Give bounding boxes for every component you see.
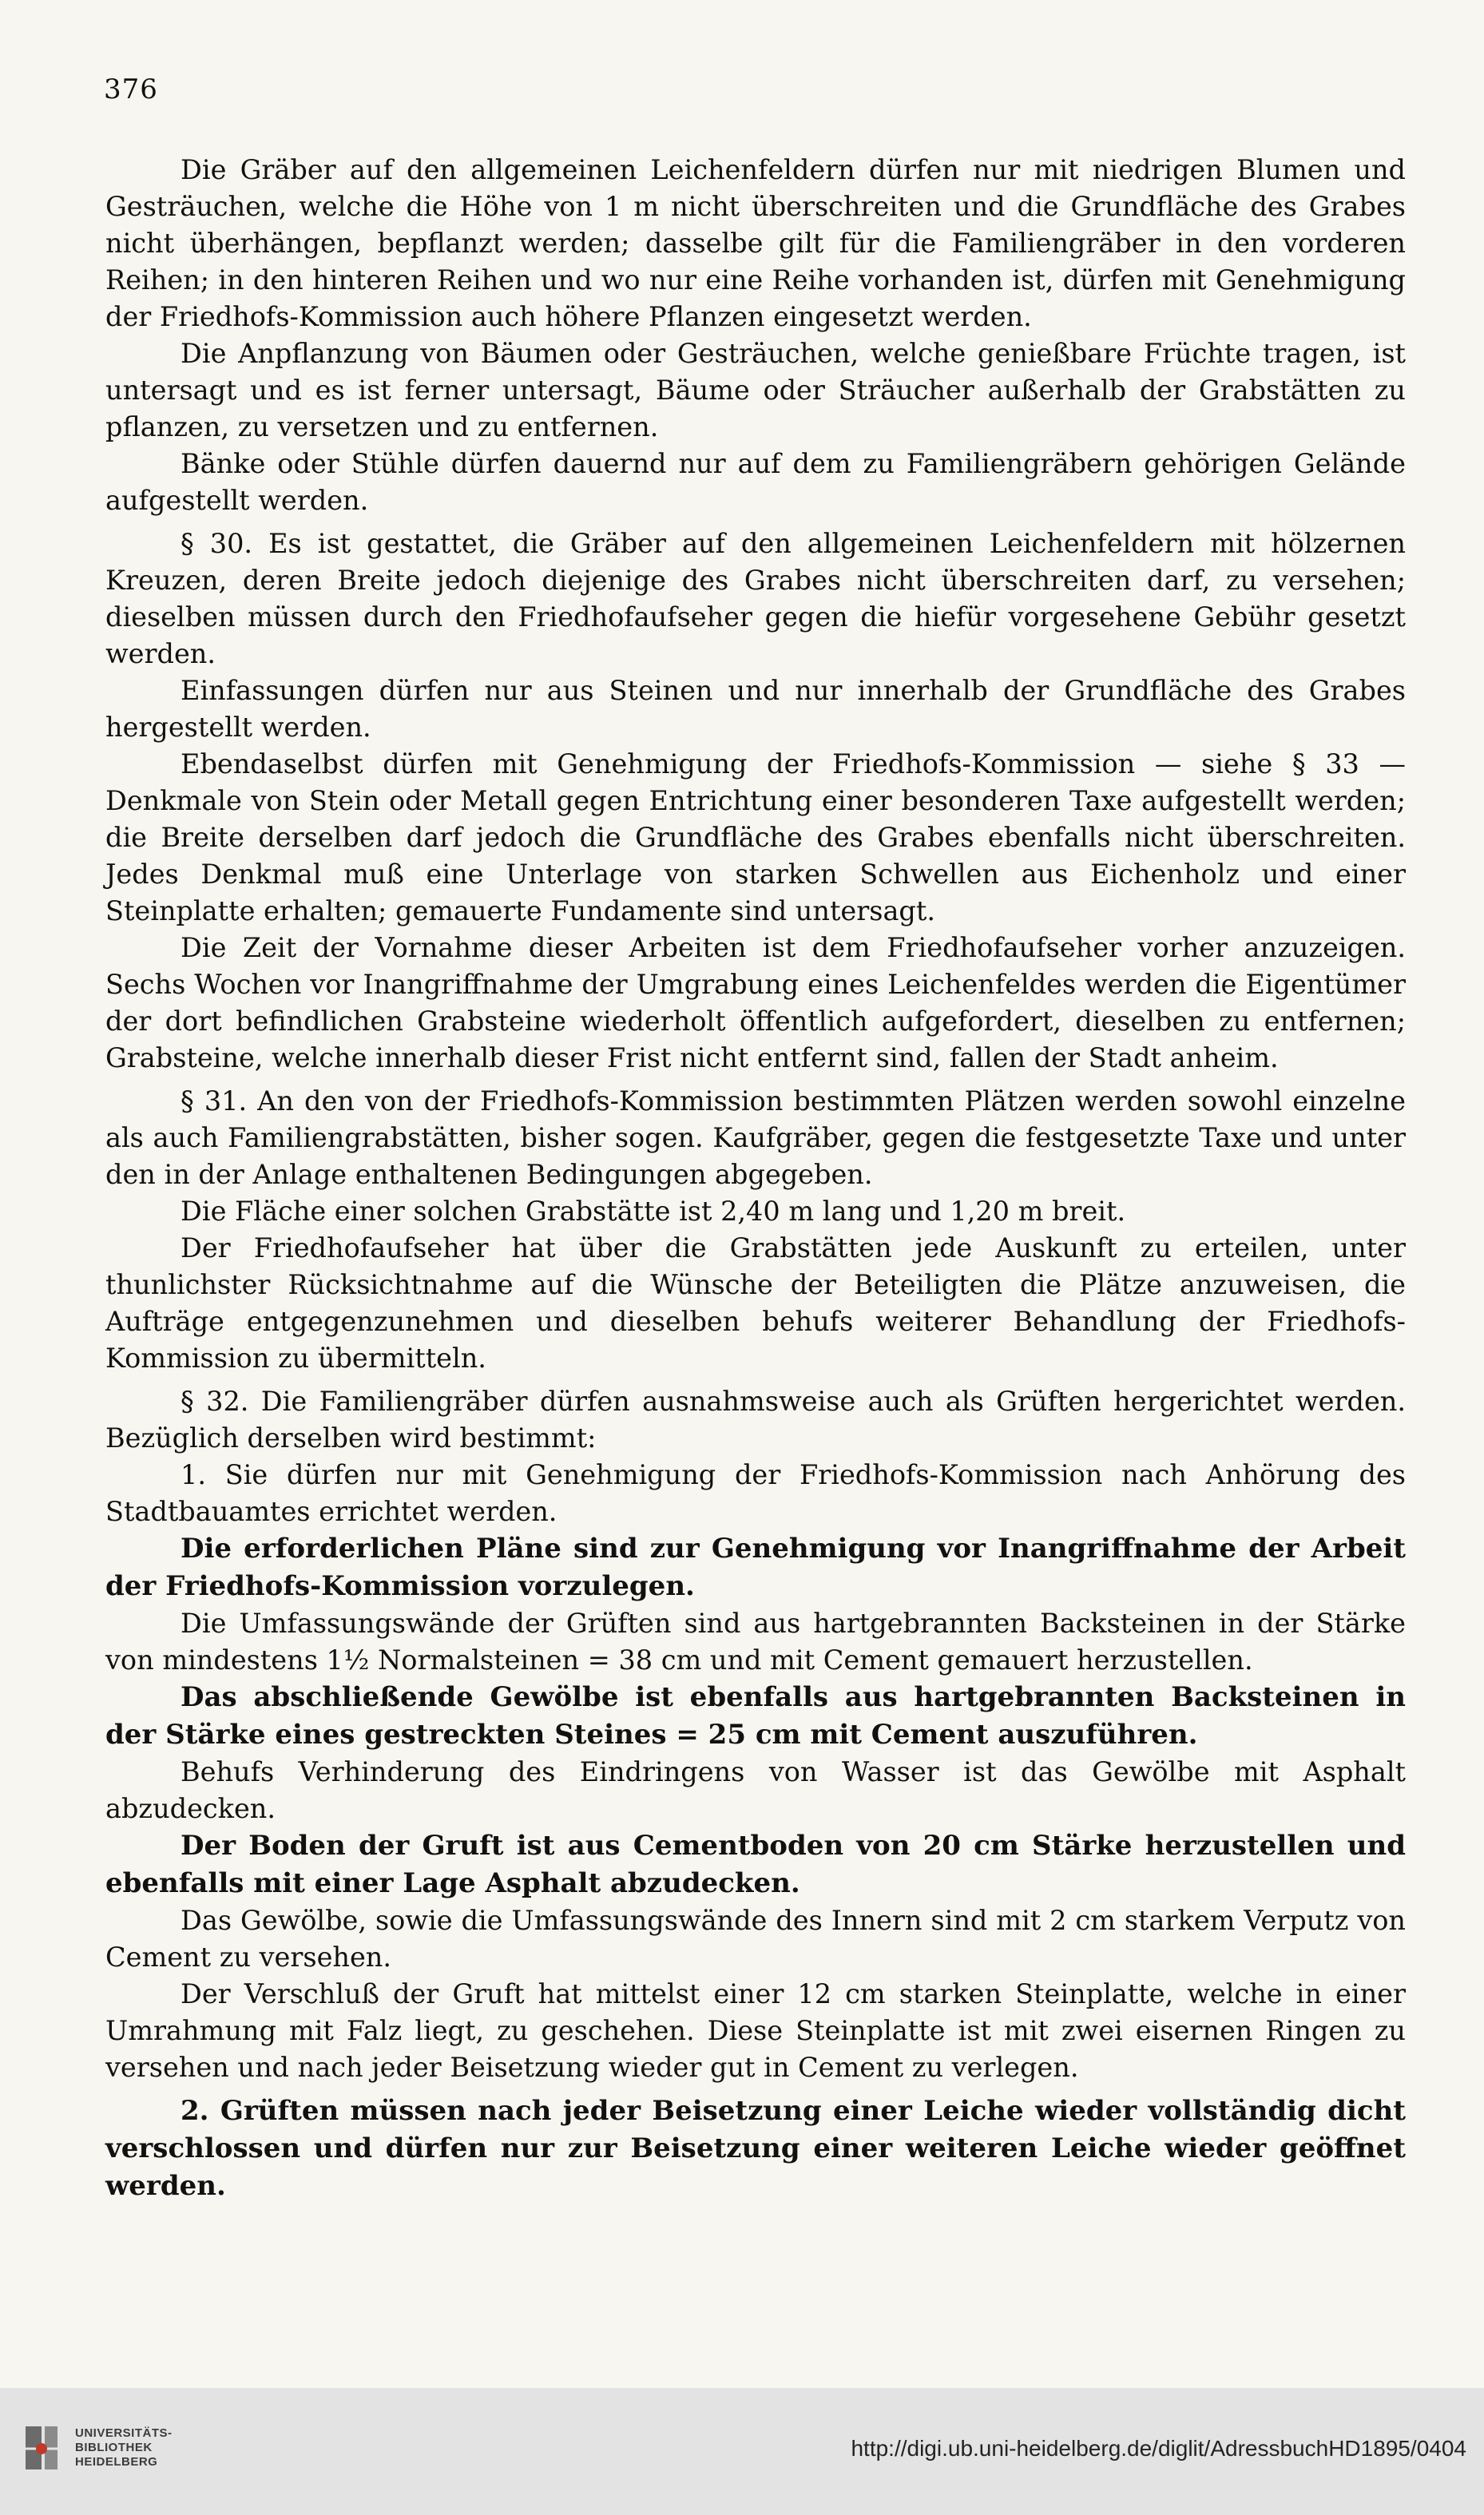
paragraph-supervisor: Der Friedhofaufseher hat über die Grabstätten jede Auskunft zu erteilen, unter thunlichster Rücksichtnahme auf die Wünsche der Beteiligten die Plätze anzuweisen, die Aufträge entgegenzunehmen und dieselben behufs weiterer Behandlung der Friedhofs-Kommission zu übermitteln.: [105, 1232, 1406, 1374]
paragraph-fruit-trees: Die Anpflanzung von Bäumen oder Gesträuchen, welche genießbare Früchte tragen, ist untersagt und es ist ferner untersagt, Bäume oder Sträucher außerhalb der Grabstätten zu pflanzen, zu versetzen und zu entfernen.: [105, 338, 1406, 442]
paragraph-asphalt: Behufs Verhinderung des Eindringens von Wasser ist das Gewölbe mit Asphalt abzudecken.: [105, 1756, 1406, 1824]
paragraph-item-1: 1. Sie dürfen nur mit Genehmigung der Friedhofs-Kommission nach Anhörung des Stadtbauamtes errichtet werden.: [105, 1459, 1406, 1527]
library-logo[interactable]: [18, 2420, 173, 2476]
library-name-line-1: UNIVERSITÄTS-: [75, 2426, 173, 2440]
body-text: [105, 152, 1406, 2205]
library-name: [75, 2426, 173, 2469]
paragraph-plaster: Das Gewölbe, sowie die Umfassungswände des Innern sind mit 2 cm starkem Verputz von Cement zu versehen.: [105, 1905, 1406, 1973]
source-url-link[interactable]: http://digi.ub.uni-heidelberg.de/diglit/AdressbuchHD1895/0404: [851, 2436, 1466, 2461]
paragraph-item-2: 2. Grüften müssen nach jeder Beisetzung einer Leiche wieder vollständig dicht verschlossen und dürfen nur zur Beisetzung einer weiteren Leiche wieder geöffnet werden.: [105, 2095, 1406, 2202]
page-number: 376: [104, 73, 158, 105]
paragraph-monuments: Ebendaselbst dürfen mit Genehmigung der Friedhofs-Kommission — siehe § 33 — Denkmale von Stein oder Metall gegen Entrichtung einer besonderen Taxe aufgestellt werden; die Breite derselben darf jedoch die Grundfläche des Grabes ebenfalls nicht überschreiten. Jedes Denkmal muß eine Unterlage von starken Schwellen aus Eichenholz und einer Steinplatte erhalten; gemauerte Fundamente sind untersagt.: [105, 748, 1406, 926]
paragraph-plot-size: Die Fläche einer solchen Grabstätte ist 2,40 m lang und 1,20 m breit.: [181, 1196, 1126, 1227]
paragraph-section-32: § 32. Die Familiengräber dürfen ausnahmsweise auch als Grüften hergerichtet werden. Bezüglich derselben wird bestimmt:: [105, 1386, 1406, 1454]
paragraph-benches: Bänke oder Stühle dürfen dauernd nur auf dem zu Familiengräbern gehörigen Gelände aufgestellt werden.: [105, 448, 1406, 516]
library-name-line-2: BIBLIOTHEK: [75, 2441, 153, 2454]
library-emblem-icon: [18, 2420, 65, 2476]
paragraph-walls: Die Umfassungswände der Grüften sind aus hartgebrannten Backsteinen in der Stärke von mindestens 1½ Normalsteinen = 38 cm und mit Cement gemauert herzustellen.: [105, 1608, 1406, 1676]
paragraph-borders: Einfassungen dürfen nur aus Steinen und nur innerhalb der Grundfläche des Grabes hergestellt werden.: [105, 675, 1406, 743]
library-name-line-3: HEIDELBERG: [75, 2455, 158, 2469]
paragraph-planting-rules: Die Gräber auf den allgemeinen Leichenfeldern dürfen nur mit niedrigen Blumen und Gesträuchen, welche die Höhe von 1 m nicht überschreiten und die Grundfläche des Grabes nicht überhängen, bepflanzt werden; dasselbe gilt für die Familiengräber in den vorderen Reihen; in den hinteren Reihen und wo nur eine Reihe vorhanden ist, dürfen mit Genehmigung der Friedhofs-Kommission auch höhere Pflanzen eingesetzt werden.: [105, 154, 1406, 332]
paragraph-section-30: § 30. Es ist gestattet, die Gräber auf den allgemeinen Leichenfeldern mit hölzernen Kreuzen, deren Breite jedoch diejenige des Grabes nicht überschreiten darf, zu versehen; dieselben müssen durch den Friedhofaufseher gegen die hiefür vorgesehene Gebühr gesetzt werden.: [105, 528, 1406, 669]
paragraph-section-31: § 31. An den von der Friedhofs-Kommission bestimmten Plätzen werden sowohl einzelne als auch Familiengrabstätten, bisher sogen. Kaufgräber, gegen die festgesetzte Taxe und unter den in der Anlage enthaltenen Bedingungen abgegeben.: [105, 1085, 1406, 1190]
paragraph-closure: Der Verschluß der Gruft hat mittelst einer 12 cm starken Steinplatte, welche in einer Umrahmung mit Falz liegt, zu geschehen. Diese Steinplatte ist mit zwei eisernen Ringen zu versehen und nach jeder Beisetzung wieder gut in Cement zu verlegen.: [105, 1978, 1406, 2083]
footer-bar: [0, 2388, 1484, 2515]
paragraph-floor: Der Boden der Gruft ist aus Cementboden von 20 cm Stärke herzustellen und ebenfalls mit einer Lage Asphalt abzudecken.: [105, 1830, 1406, 1899]
paragraph-vault: Das abschließende Gewölbe ist ebenfalls aus hartgebrannten Backsteinen in der Stärke eines gestreckten Steines = 25 cm mit Cement auszuführen.: [105, 1681, 1406, 1751]
paragraph-plans: Die erforderlichen Pläne sind zur Genehmigung vor Inangriffnahme der Arbeit der Friedhofs-Kommission vorzulegen.: [105, 1533, 1406, 1602]
paragraph-work-notice: Die Zeit der Vornahme dieser Arbeiten ist dem Friedhofaufseher vorher anzuzeigen. Sechs Wochen vor Inangriffnahme der Umgrabung eines Leichenfeldes werden die Eigentümer der dort befindlichen Grabsteine wiederholt öffentlich aufgefordert, dieselben zu entfernen; Grabsteine, welche innerhalb dieser Frist nicht entfernt sind, fallen der Stadt anheim.: [105, 932, 1406, 1073]
